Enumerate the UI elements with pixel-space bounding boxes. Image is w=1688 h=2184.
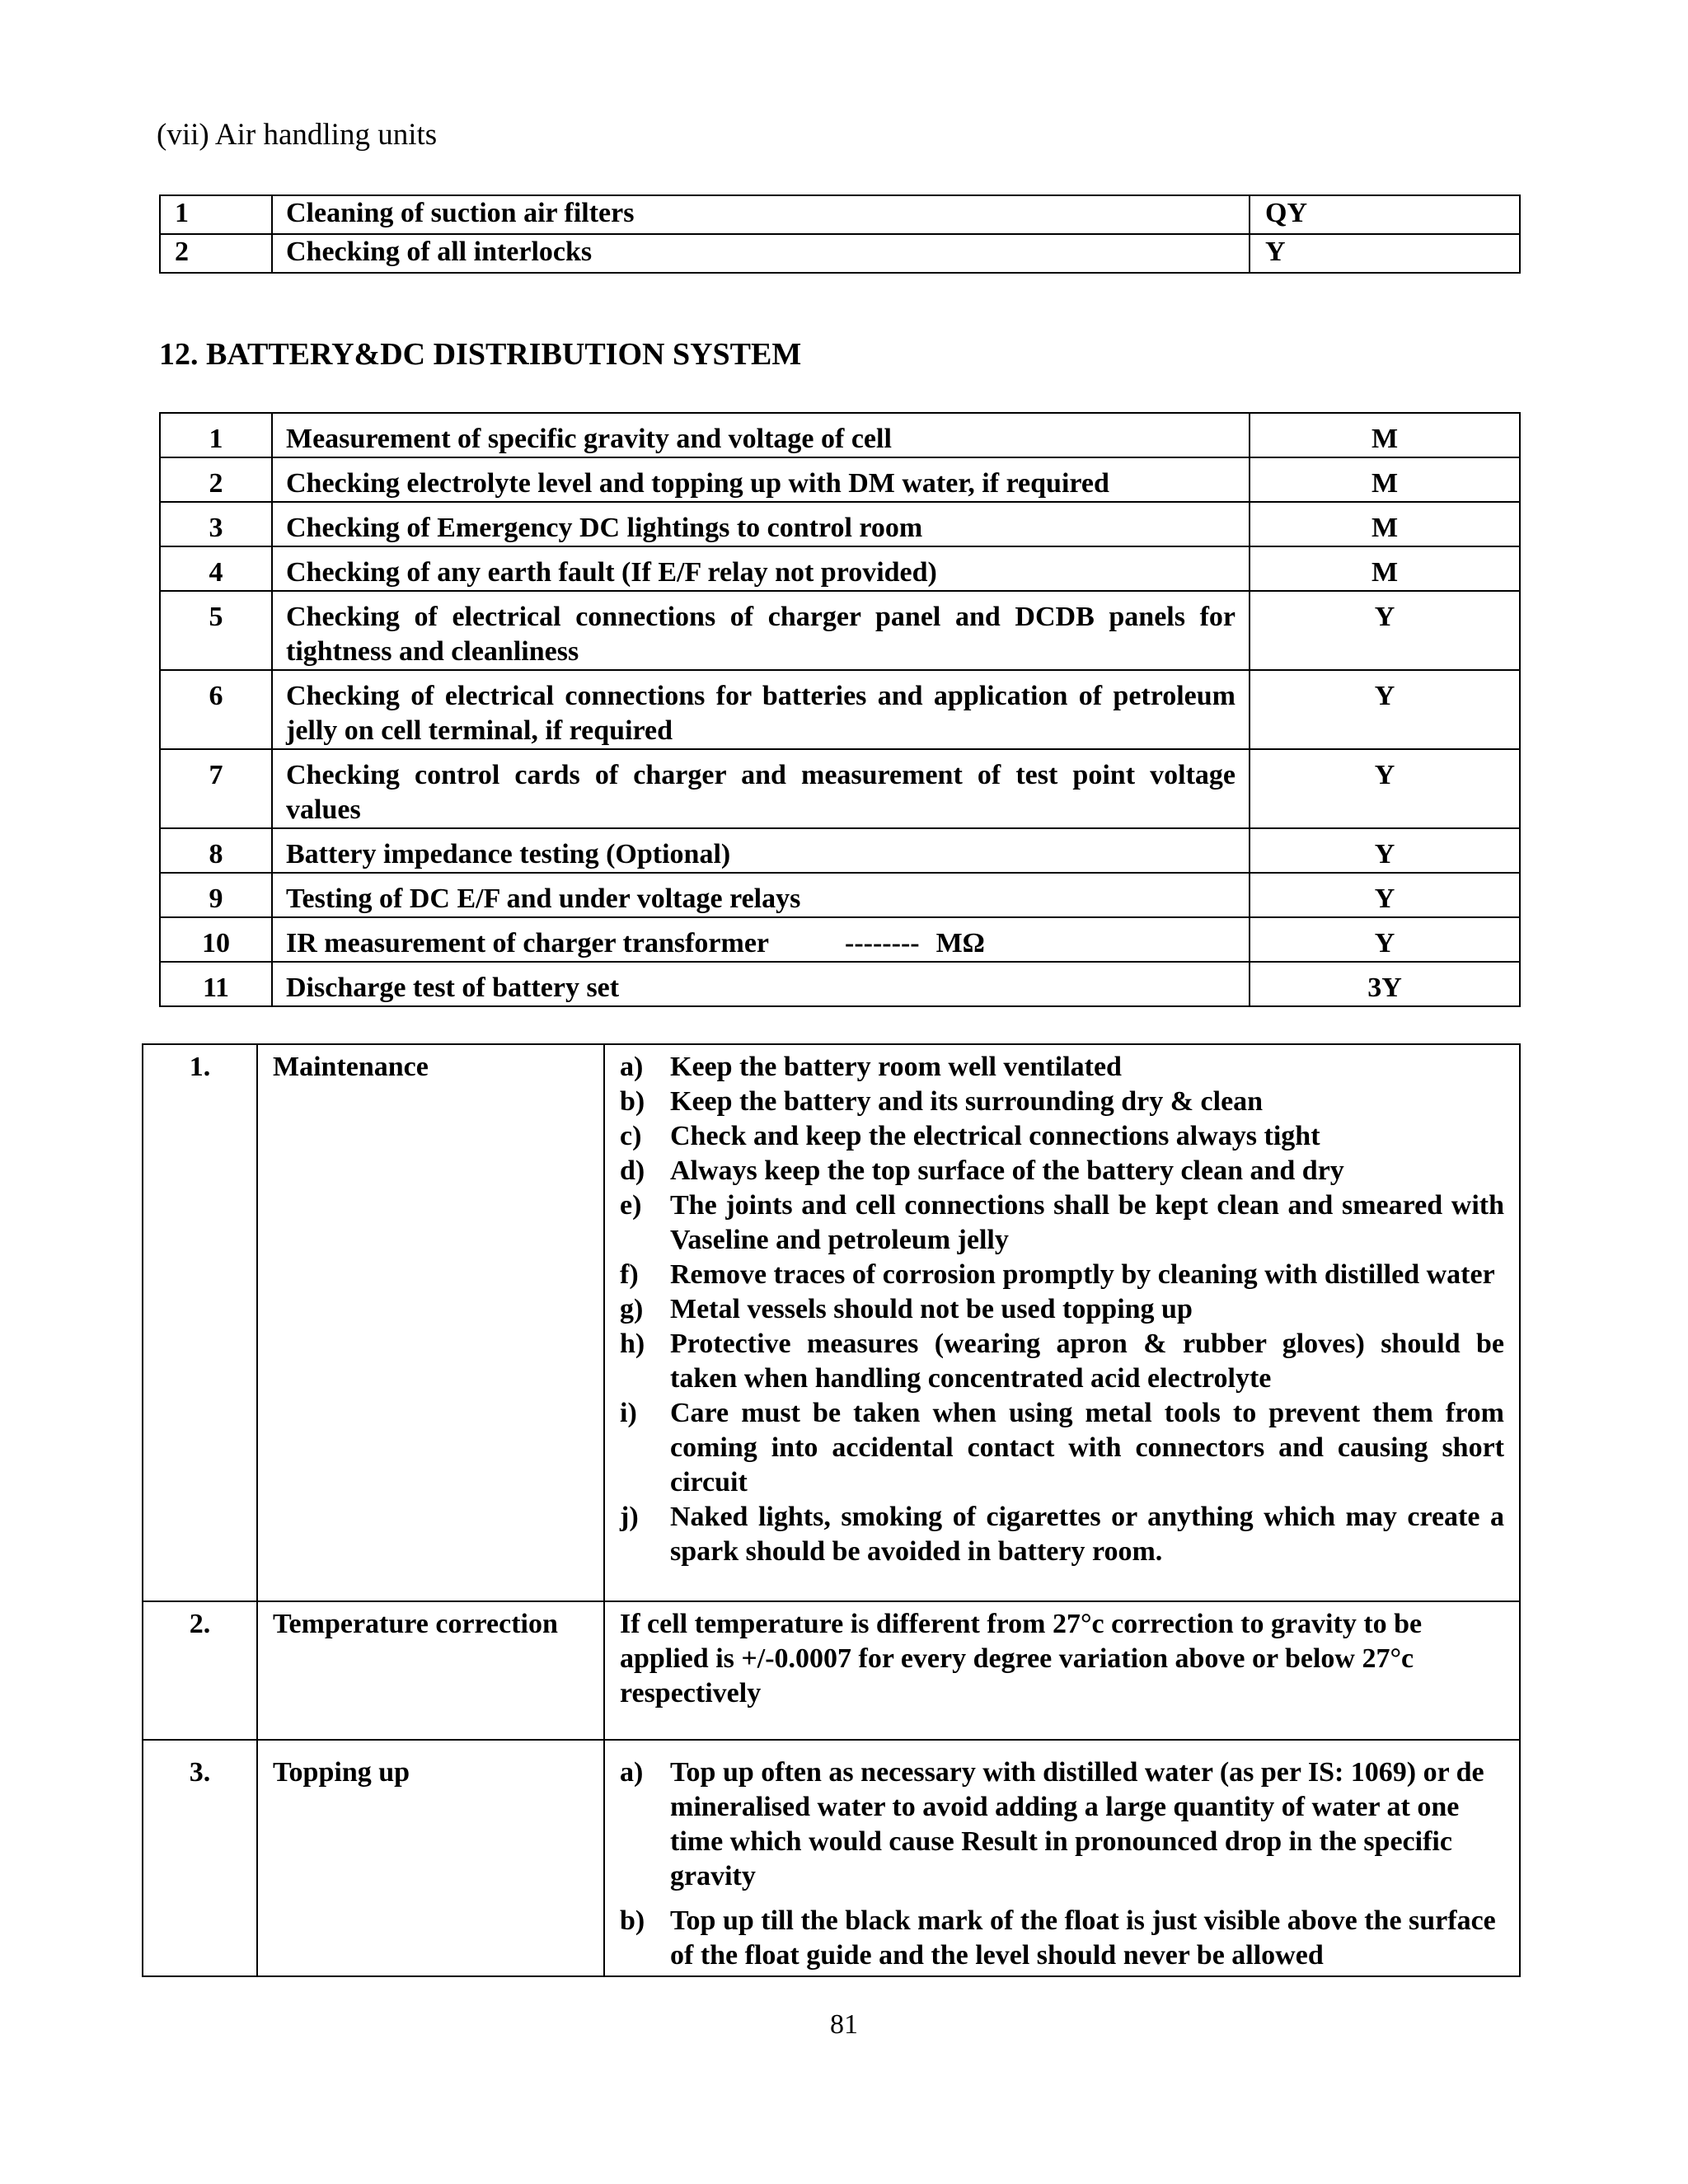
list-item <box>620 1050 1504 1085</box>
content-cell <box>604 1044 1520 1601</box>
activity-cell: Battery impedance testing (Optional) <box>272 828 1250 873</box>
frequency-cell: Y <box>1250 828 1520 873</box>
table-row <box>160 413 1520 457</box>
frequency-cell: M <box>1250 413 1520 457</box>
item-text: Remove traces of corrosion promptly by cleaning with distilled water <box>670 1259 1495 1290</box>
row-number: 2. <box>143 1601 257 1740</box>
row-number: 2 <box>160 234 272 273</box>
row-number: 3. <box>143 1740 257 1976</box>
activity-cell: Checking of all interlocks <box>272 234 1250 273</box>
item-marker: e) <box>620 1190 642 1221</box>
activity-cell: Checking of Emergency DC lightings to control room <box>272 502 1250 546</box>
list-item <box>620 1258 1504 1292</box>
item-marker: c) <box>620 1121 642 1151</box>
frequency-cell: QY <box>1250 195 1520 234</box>
activity-cell: Testing of DC E/F and under voltage relays <box>272 873 1250 917</box>
item-marker: b) <box>620 1086 645 1117</box>
section-heading-air-handling-units: (vii) Air handling units <box>157 118 438 152</box>
item-text: Top up till the black mark of the float is just visible above the surface of the float guide and the level should never be allowed <box>670 1905 1496 1971</box>
item-text: Care must be taken when using metal tools to prevent them from coming into accidental contact with connectors and causing short circuit <box>670 1398 1504 1497</box>
item-marker: a) <box>620 1757 644 1788</box>
topic-cell: Topping up <box>257 1740 604 1976</box>
item-text: The joints and cell connections shall be kept clean and smeared with Vaseline and petroleum jelly <box>670 1190 1504 1255</box>
frequency-cell: 3Y <box>1250 962 1520 1006</box>
row-number: 7 <box>160 749 272 828</box>
activity-cell: Checking of electrical connections of charger panel and DCDB panels for tightness and cleanliness <box>272 591 1250 670</box>
activity-cell: Discharge test of battery set <box>272 962 1250 1006</box>
row-number: 5 <box>160 591 272 670</box>
list-item <box>620 1755 1504 1894</box>
table-row <box>160 828 1520 873</box>
frequency-cell: M <box>1250 457 1520 502</box>
table-row <box>160 502 1520 546</box>
fill-in-blank: -------- <box>845 928 920 958</box>
row-number: 10 <box>160 917 272 962</box>
row-number: 1 <box>160 195 272 234</box>
frequency-cell: Y <box>1250 670 1520 749</box>
list-item <box>620 1119 1504 1154</box>
item-marker: j) <box>620 1502 639 1532</box>
frequency-cell: M <box>1250 502 1520 546</box>
list-item <box>620 1154 1504 1188</box>
frequency-cell: Y <box>1250 917 1520 962</box>
item-text: Metal vessels should not be used topping up <box>670 1294 1193 1324</box>
table-row <box>160 234 1520 273</box>
table-row <box>160 457 1520 502</box>
list-item <box>620 1188 1504 1258</box>
frequency-cell: Y <box>1250 591 1520 670</box>
row-number: 4 <box>160 546 272 591</box>
frequency-cell: M <box>1250 546 1520 591</box>
item-marker: b) <box>620 1905 645 1936</box>
table-row <box>143 1601 1520 1740</box>
row-number: 2 <box>160 457 272 502</box>
activity-cell: Cleaning of suction air filters <box>272 195 1250 234</box>
row-number: 1 <box>160 413 272 457</box>
air-handling-units-table <box>159 194 1521 274</box>
frequency-cell: Y <box>1250 873 1520 917</box>
item-text: Protective measures (wearing apron & rubber gloves) should be taken when handling concentrated acid electrolyte <box>670 1329 1504 1394</box>
item-text: Naked lights, smoking of cigarettes or anything which may create a spark should be avoided in battery room. <box>670 1502 1504 1567</box>
table-row <box>160 917 1520 962</box>
row-number: 1. <box>143 1044 257 1601</box>
table-row <box>160 873 1520 917</box>
row-number: 8 <box>160 828 272 873</box>
table-row <box>160 962 1520 1006</box>
table-row <box>160 195 1520 234</box>
activity-cell <box>272 917 1250 962</box>
page-number: 81 <box>830 2009 858 2040</box>
battery-dc-distribution-table <box>159 412 1521 1007</box>
item-text: Check and keep the electrical connections always tight <box>670 1121 1320 1151</box>
unit-label: MΩ <box>935 928 985 958</box>
topic-cell: Maintenance <box>257 1044 604 1601</box>
content-cell: If cell temperature is different from 27°c correction to gravity to be applied is +/-0.0007 for every degree variation above or below 27°c respectively <box>604 1601 1520 1740</box>
table-row <box>160 591 1520 670</box>
item-text: Keep the battery and its surrounding dry & clean <box>670 1086 1264 1117</box>
item-marker: d) <box>620 1155 645 1186</box>
activity-cell: Measurement of specific gravity and voltage of cell <box>272 413 1250 457</box>
section-heading-battery-dc-distribution: 12. BATTERY&DC DISTRIBUTION SYSTEM <box>159 337 802 372</box>
item-marker: f) <box>620 1259 639 1290</box>
activity-cell: Checking of electrical connections for batteries and application of petroleum jelly on cell terminal, if required <box>272 670 1250 749</box>
item-marker: i) <box>620 1398 637 1428</box>
list-item <box>620 1085 1504 1119</box>
row-number: 3 <box>160 502 272 546</box>
item-text: Keep the battery room well ventilated <box>670 1052 1122 1082</box>
topping-up-list <box>620 1755 1504 1973</box>
list-item <box>620 1396 1504 1500</box>
content-cell <box>604 1740 1520 1976</box>
table-row <box>160 670 1520 749</box>
maintenance-list <box>620 1050 1504 1569</box>
list-item <box>620 1500 1504 1569</box>
item-marker: h) <box>620 1329 645 1359</box>
activity-cell: Checking electrolyte level and topping up with DM water, if required <box>272 457 1250 502</box>
table-row <box>160 546 1520 591</box>
table-row <box>143 1044 1520 1601</box>
battery-maintenance-table <box>142 1043 1521 1977</box>
list-item <box>620 1327 1504 1396</box>
list-item <box>620 1292 1504 1327</box>
table-row <box>143 1740 1520 1976</box>
activity-text: IR measurement of charger transformer <box>286 928 770 958</box>
row-number: 9 <box>160 873 272 917</box>
frequency-cell: Y <box>1250 234 1520 273</box>
item-text: Top up often as necessary with distilled water (as per IS: 1069) or de mineralised water to avoid adding a large quantity of water at one time which would cause Result in pronounced drop in the specific gravity <box>670 1757 1484 1891</box>
row-number: 6 <box>160 670 272 749</box>
item-text: Always keep the top surface of the battery clean and dry <box>670 1155 1344 1186</box>
activity-cell: Checking control cards of charger and measurement of test point voltage values <box>272 749 1250 828</box>
frequency-cell: Y <box>1250 749 1520 828</box>
activity-cell: Checking of any earth fault (If E/F relay not provided) <box>272 546 1250 591</box>
item-marker: a) <box>620 1052 644 1082</box>
item-marker: g) <box>620 1294 644 1324</box>
table-row <box>160 749 1520 828</box>
topic-cell: Temperature correction <box>257 1601 604 1740</box>
row-number: 11 <box>160 962 272 1006</box>
list-item <box>620 1904 1504 1973</box>
